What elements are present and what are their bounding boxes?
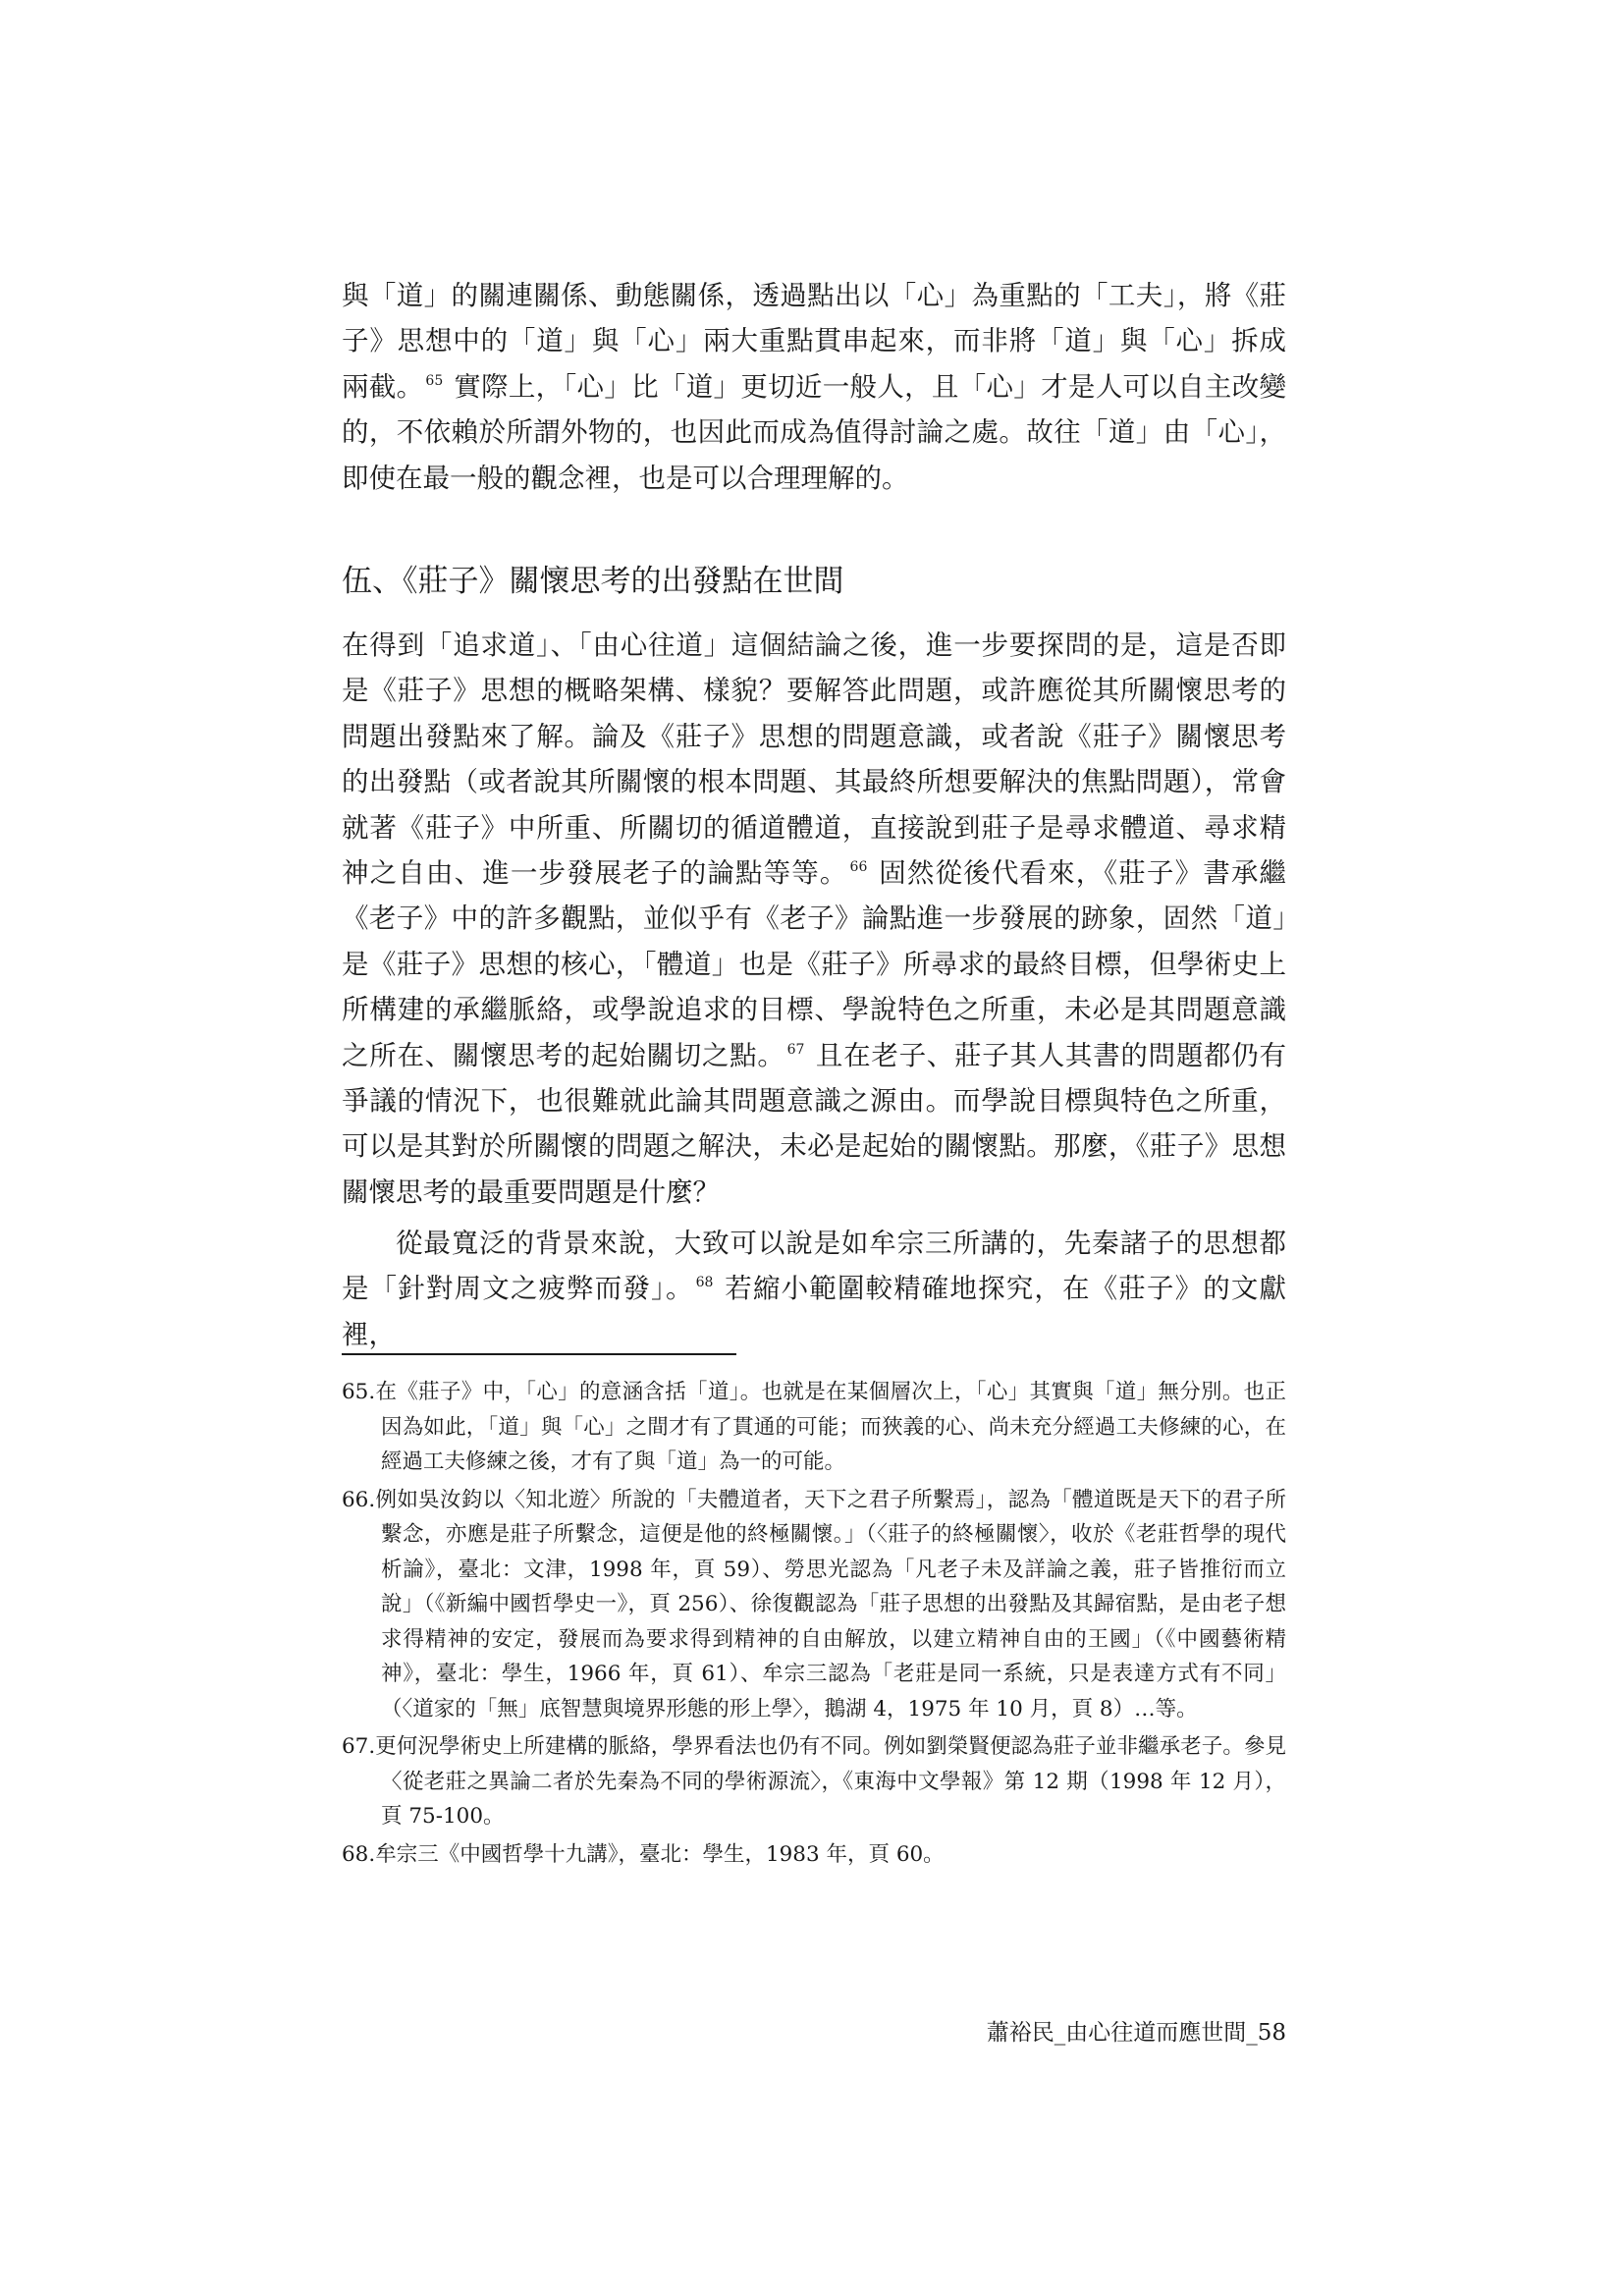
paragraph-text: 固然從後代看來，《莊子》書承繼《老子》中的許多觀點，並似乎有《老子》論點進一步發展的跡象，固然「道」是《莊子》思想的核心，「體道」也是《莊子》所尋求的最終目標，但學術史上所構建的承繼脈絡，或學說追求的目標、學說特色之所重，未必是其問題意識之所在、關懷思考的起始關切之點。 xyxy=(342,857,1286,1071)
footnote-ref-67[interactable]: 67 xyxy=(786,1041,805,1058)
paragraph-text: 從最寬泛的背景來說，大致可以說是如牟宗三所講的，先秦諸子的思想都是「針對周文之疲弊而發」。 xyxy=(342,1228,1286,1305)
paragraph-text: 若縮小範圍較精確地探究，在《莊子》的文獻裡， xyxy=(342,1273,1286,1350)
paragraph-text: 實際上，「心」比「道」更切近一般人，且「心」才是人可以自主改變的，不依賴於所謂外物的，也因此而成為值得討論之處。故往「道」由「心」，即使在最一般的觀念裡，也是可以合理理解的。 xyxy=(342,370,1286,494)
footnote-ref-65[interactable]: 65 xyxy=(425,372,444,389)
paragraph-text: 與「道」的關連關係、動態關係，透過點出以「心」為重點的「工夫」，將《莊子》思想中的「道」與「心」兩大重點貫串起來，而非將「道」與「心」拆成兩截。 xyxy=(342,280,1286,403)
footnotes xyxy=(342,1375,1286,1875)
footnote-ref-68[interactable]: 68 xyxy=(695,1275,714,1291)
body-paragraph xyxy=(342,1221,1286,1357)
footnote-68: 68.牟宗三《中國哲學十九講》，臺北：學生，1983 年，頁 60。 xyxy=(342,1841,945,1867)
body-paragraph xyxy=(342,273,1286,501)
footnote-65: 65.在《莊子》中，「心」的意涵含括「道」。也就是在某個層次上，「心」其實與「道」無分別。也正因為如此，「道」與「心」之間才有了貫通的可能；而狹義的心、尚未充分經過工夫修練的心，在經過工夫修練之後，才有了與「道」為一的可能。 xyxy=(342,1380,1286,1474)
footnote-divider xyxy=(342,1353,736,1355)
body-paragraph xyxy=(342,623,1286,1215)
paragraph-text: 在得到「追求道」、「由心往道」這個結論之後，進一步要探問的是，這是否即是《莊子》思想的概略架構、樣貌？要解答此問題，或許應從其所關懷思考的問題出發點來了解。論及《莊子》思想的問題意識，或者說《莊子》關懷思考的出發點（或者說其所關懷的根本問題、其最終所想要解決的焦點問題），常會就著《莊子》中所重、所關切的循道體道，直接說到莊子是尋求體道、尋求精神之自由、進一步發展老子的論點等等。 xyxy=(342,629,1286,890)
footnote-ref-66[interactable]: 66 xyxy=(849,859,868,876)
paragraph-text: 且在老子、莊子其人其書的問題都仍有爭議的情況下，也很難就此論其問題意識之源由。而學說目標與特色之所重，可以是其對於所關懷的問題之解決，未必是起始的關懷點。那麼，《莊子》思想關懷思考的最重要問題是什麼？ xyxy=(342,1039,1287,1208)
section-heading: 伍、《莊子》關懷思考的出發點在世間 xyxy=(342,564,844,599)
footnote-66: 66.例如吳汝鈞以〈知北遊〉所說的「夫體道者，天下之君子所繫焉」，認為「體道既是天下的君子所繫念，亦應是莊子所繫念，這便是他的終極關懷。」（〈莊子的終極關懷〉，收於《老莊哲學的現代析論》，臺北：文津，1998 年，頁 59）、勞思光認為「凡老子未及詳論之義，莊子皆推衍而立說」（《新編中國哲學史一》，頁 256）、徐復觀認為「莊子思想的出發點及其歸宿點，是由老子想求得精神的安定，發展而為要求得到精神的自由解放，以建立精神自由的王國」（《中國藝術精神》，臺北：學生，1966 年，頁 61）、牟宗三認為「老莊是同一系統，只是表達方式有不同」（〈道家的「無」底智慧與境界形態的形上學〉，鵝湖 4，1975 年 10 月，頁 8）…等。 xyxy=(342,1487,1286,1722)
footnote-67: 67.更何況學術史上所建構的脈絡，學界看法也仍有不同。例如劉榮賢便認為莊子並非繼承老子。參見〈從老莊之異論二者於先秦為不同的學術源流〉，《東海中文學報》第 12 期（1998 年 12 月），頁 75-100。 xyxy=(342,1734,1286,1829)
page-footer: 蕭裕民_由心往道而應世間_58 xyxy=(986,2020,1286,2046)
